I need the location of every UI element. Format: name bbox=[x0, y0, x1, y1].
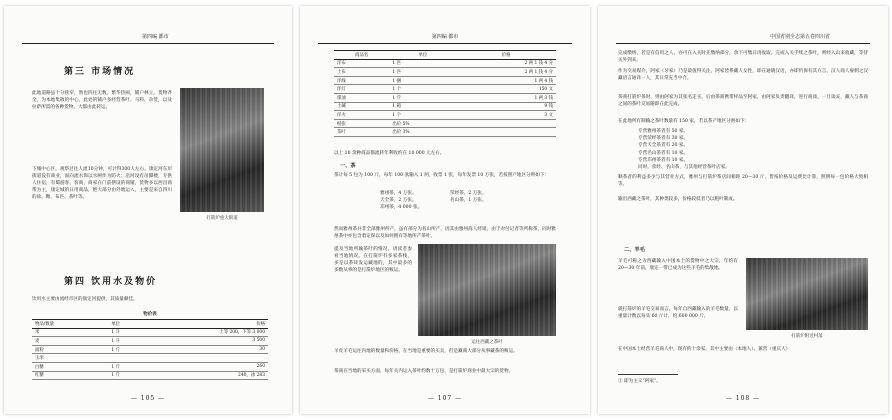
table-row bbox=[334, 85, 556, 94]
table-cell: 煤油 bbox=[334, 93, 389, 102]
table-cell: 260 bbox=[135, 362, 268, 371]
table-cell: 出价 5% bbox=[389, 119, 456, 128]
table-cell: 2 两 1 钱 4 分 bbox=[456, 68, 556, 77]
table-cell: 1 斤 bbox=[97, 371, 135, 380]
photo-caption: 打箭炉附近村落 bbox=[791, 334, 823, 339]
paragraph: 完成缴纳，若是有信用之人，亦可在入关时先缴纳部分，余下可缴日再收取。完成入关手续之茶叶，则经入山来收藏，等待关外到来。 bbox=[618, 51, 868, 63]
paragraph: 作为交易媒介，阿家（牙家）乃是最值得关注。阿家皆系藏人女性，即在通晓汉语，亦即仍保有其方言、汉人商人雇佣之汉藏语言通译一人，其日常充当中介。 bbox=[618, 69, 868, 81]
table-cell: 1 斤 bbox=[389, 93, 456, 102]
table-row bbox=[32, 371, 268, 380]
table-cell: 红糖 bbox=[32, 371, 97, 380]
table-cell: 洋线 bbox=[334, 76, 389, 85]
table-cell: 出价 3% bbox=[389, 128, 456, 137]
photo-caption: 运往西藏之茶叶 bbox=[471, 340, 503, 345]
table-cell: 1 两 4 钱 bbox=[456, 76, 556, 85]
table-cell: 1 个 bbox=[389, 111, 456, 120]
section-title: 第三 市场情况 bbox=[64, 67, 136, 77]
table-row bbox=[334, 119, 556, 128]
table-cell: 玉米 bbox=[32, 354, 97, 363]
table-cell: 1 箱 bbox=[389, 102, 456, 111]
tea-list-right bbox=[450, 190, 510, 204]
table-cell: 上等 200，下等 3 000 bbox=[135, 328, 268, 337]
table-row bbox=[334, 128, 556, 137]
paragraph: 就打箭炉的羊毛交易而言，每年自西藏输入的羊毛数量，以重量计数以每头 60 斤计，约 600 000 斤。 bbox=[618, 307, 738, 319]
table-cell: 9 钱 bbox=[456, 102, 556, 111]
table-row bbox=[334, 111, 556, 120]
tea-shop-list bbox=[638, 128, 858, 171]
paragraph: 然而雅州茶并非全部雅州所产，虽有部分为名山所产，因其由雅州商人经销，由于对付记者等所称茶，同时雅州茶中亦包含着定保以及如何拥有等地所产茶叶。 bbox=[334, 227, 556, 239]
page-number: — 108 — bbox=[725, 395, 761, 402]
running-header: 中国省别全志第五卷四川省 bbox=[616, 32, 870, 44]
table-row bbox=[334, 102, 556, 111]
subheading: 一、茶 bbox=[340, 163, 356, 169]
page-middle bbox=[300, 6, 590, 414]
paragraph: 茶商打箭炉茶时，则由阿家为其张名走买。后由茶商携带样品至阿家，由阿家负责翻译，进行商谈。一旦谈妥，藏人与茶商之间的茶叶交易随即在此完成。 bbox=[618, 95, 868, 107]
tea-list-left bbox=[380, 190, 440, 212]
table-cell: 1 斤 bbox=[97, 362, 135, 371]
paragraph: 以上 10 余种商品都流转年利收约在 10 000 元左右。 bbox=[334, 151, 445, 156]
street-photo bbox=[180, 88, 264, 212]
paragraph: 输出西藏之茶叶，其种类较多，价格较低者乃以粗叶制成。 bbox=[618, 197, 738, 202]
table-cell: 土碱 bbox=[334, 102, 389, 111]
table-cell: 茶叶 bbox=[334, 128, 389, 137]
list-item: 同时，荥经、名山茶，与其他经营茶叶店家。 bbox=[638, 165, 730, 171]
table-cell: 白糖 bbox=[32, 362, 97, 371]
table-cell: 洋布 bbox=[334, 59, 389, 68]
table-cell: 麦 bbox=[32, 337, 97, 346]
list-item: 雅州茶，4 万张。 bbox=[380, 191, 417, 196]
paragraph: 在此地所有制输之茶叶数量有 150 家，若以茶产地区分则如下： bbox=[618, 119, 750, 124]
table-row bbox=[32, 328, 268, 337]
table-cell: 1 匹 bbox=[389, 68, 456, 77]
table-row bbox=[32, 354, 268, 363]
table-header-row bbox=[334, 51, 556, 60]
running-header: 第四编 都市 bbox=[22, 32, 274, 44]
village-photo bbox=[746, 258, 868, 330]
table-cell: 3 文 bbox=[456, 111, 556, 120]
table-cell: 洋火 bbox=[334, 111, 389, 120]
page-number: — 107 — bbox=[427, 395, 463, 402]
table-row bbox=[334, 76, 556, 85]
list-item: 专营邛州茶者有 10 家。 bbox=[638, 157, 689, 163]
list-item: 荥经茶，2 万张。 bbox=[450, 191, 487, 196]
paragraph: 在中国本土经营羊毛商人中，现有约十余家，其中主要由（本地人）、兼营（重庆人） bbox=[618, 347, 791, 352]
table-cell: 3 500 bbox=[135, 337, 268, 346]
list-item: 名山茶，1 万张。 bbox=[450, 198, 487, 204]
table-cell: 1 斗 bbox=[97, 337, 135, 346]
page-left bbox=[4, 6, 292, 414]
table-cell: 土布 bbox=[334, 68, 389, 77]
paragraph: 羊毛可称之为西藏输入中国本土的货物中之大宗，年约有 20—30 年前，康定一带已成为这些羊毛的集散地。 bbox=[618, 259, 738, 271]
table-row bbox=[32, 362, 268, 371]
table-cell: 面粉 bbox=[32, 345, 97, 354]
table-cell: 1 捆 bbox=[389, 76, 456, 85]
paragraph: 羊皮羊毛运往内地的数量和价格，在当地是重要的买卖，但是藏商大部分从事藏茶的贩运。 bbox=[334, 349, 518, 354]
paragraph: 茶商在当地的采买方面，每年关内运入茶叶约数十万包，是打箭炉商业中最大宗的货物。 bbox=[334, 369, 514, 374]
table-cell bbox=[135, 354, 268, 363]
footnote: ① 即为主义“阿家”。 bbox=[618, 379, 661, 384]
list-item: 专营雅州茶者有 50 家。 bbox=[638, 129, 689, 134]
list-item: 邛州茶，4 000 张。 bbox=[380, 205, 423, 211]
running-header: 第四编 都市 bbox=[318, 32, 572, 44]
table-header-row bbox=[32, 320, 268, 329]
paragraph: 顺茶者的利益多少与其营业方式，雅州与打箭炉茶店间相距 20—30 斤，皆按价格及运费比计算，照例每一包价格大致相等。 bbox=[618, 175, 868, 187]
photo-caption: 打箭炉重大街道 bbox=[206, 216, 238, 221]
table-row bbox=[32, 345, 268, 354]
paragraph: 茶计每 5 包为 100 斤，每年 100 驮输入 1 两，收票 1 张，每年发票 10 万张，若按照产地区分则如下： bbox=[334, 173, 550, 178]
table-cell: 1 斤 bbox=[97, 345, 135, 354]
table-cell: 米 bbox=[32, 328, 97, 337]
subheading: 二、羊毛 bbox=[624, 247, 645, 253]
table-title: 物价表 bbox=[143, 312, 157, 317]
table-cell: 洋灯 bbox=[334, 85, 389, 94]
paragraph: 饮用水主要由流经市区的康定河提供，其质量颇佳。 bbox=[32, 297, 138, 302]
table-cell: 纸张 bbox=[334, 119, 389, 128]
list-item: 专营天全茶者有 20 家。 bbox=[638, 143, 689, 149]
paragraph: 提及当地所输茶叶的情况，请读者参看当地情况。在打箭炉有多家茶栈，多是以茶砖发运藏地的，其中最多的多数从事的是打箭炉地区的贩运。 bbox=[334, 247, 412, 273]
table-cell bbox=[456, 119, 556, 128]
table-row bbox=[334, 93, 556, 102]
column-header: 单位 bbox=[389, 51, 456, 60]
page-number: — 105 — bbox=[130, 395, 166, 402]
table-row bbox=[334, 59, 556, 68]
footnote-rule bbox=[618, 374, 678, 375]
table-cell: 2 两 1 钱 4 分 bbox=[456, 59, 556, 68]
table-cell: 1 两 3 钱 bbox=[456, 93, 556, 102]
table-cell: 30 bbox=[135, 345, 268, 354]
table-cell: 1 匹 bbox=[389, 59, 456, 68]
table-row bbox=[32, 337, 268, 346]
paragraph: 此地道路虽十分狭窄，然也四往无数，繁华热闹，铺户林立，货物齐全，为本地集散的中心，此处的铺户多经营茶叶、马料、杂货，以及拉萨所需的各种货物，大都由此转运。 bbox=[32, 91, 172, 110]
list-item: 专营名山茶者有 10 家。 bbox=[638, 150, 689, 156]
column-header: 物品/数量 bbox=[32, 320, 97, 329]
table-cell: 150 文 bbox=[456, 85, 556, 94]
list-item: 专营荥经茶者有 30 家。 bbox=[638, 136, 689, 142]
paragraph: 下城中心区，观察过往人流10分钟，可计得300人左右。康定河东岸街道没有商业，面向流水饰以水闸作为防火；沿河设有吊脚楼，专供人住宿，有蜀游客、客商，商家在门前摆设的商铺，货物多以西昌商帮为主，康定城的日用商品，绝大部分由外地运入，主要是来自四川的盐、糖、布匹、茶叶等。 bbox=[32, 167, 172, 200]
table-cell: 1 个 bbox=[389, 85, 456, 94]
price-table bbox=[32, 319, 268, 380]
table-cell: 240，冰 283 bbox=[135, 371, 268, 380]
column-header: 价格 bbox=[456, 51, 556, 60]
column-header: 价格 bbox=[135, 320, 268, 329]
table-cell: 1 斗 bbox=[97, 328, 135, 337]
list-item: 天全茶，2 万张。 bbox=[380, 198, 417, 204]
tea-photo bbox=[418, 244, 556, 336]
page-right bbox=[598, 6, 888, 414]
column-header: 商品名 bbox=[334, 51, 389, 60]
section-title: 第四 饮用水及物价 bbox=[64, 277, 158, 287]
table-cell bbox=[97, 354, 135, 363]
table-row bbox=[334, 68, 556, 77]
column-header: 单位 bbox=[97, 320, 135, 329]
table-cell bbox=[456, 128, 556, 137]
goods-table bbox=[334, 50, 556, 137]
